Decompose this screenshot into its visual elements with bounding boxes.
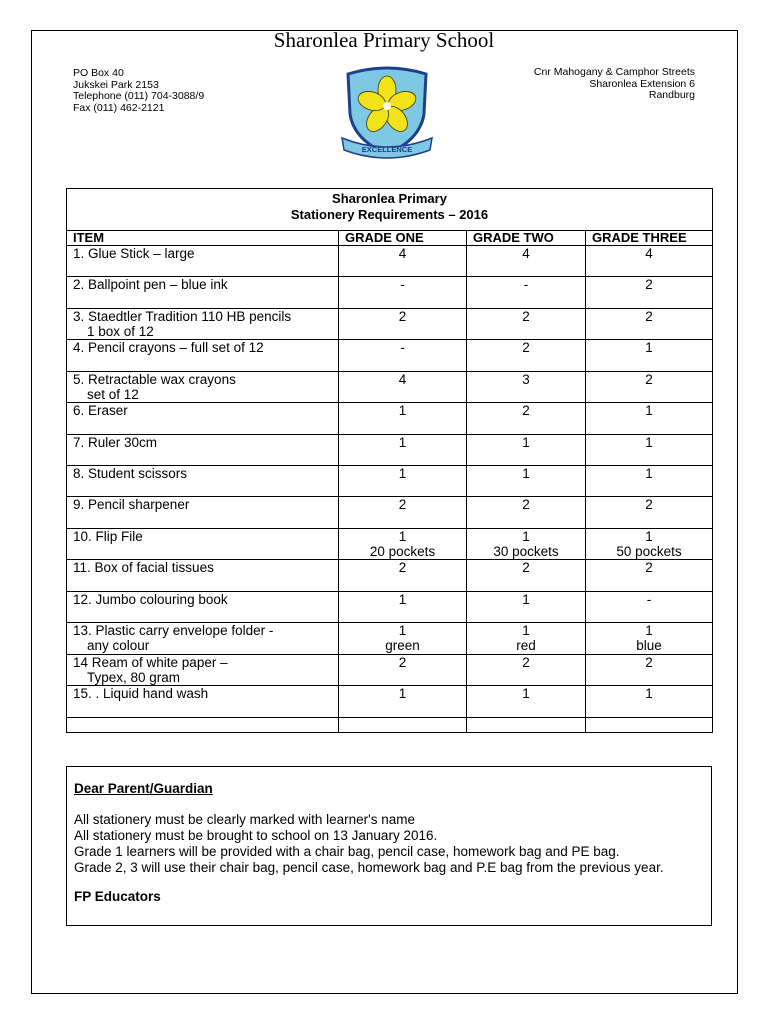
notice-line: All stationery must be brought to school on 13 January 2016. — [74, 828, 438, 843]
table-body — [67, 245, 713, 717]
quantity-text: red — [516, 638, 536, 654]
notice-greeting: Dear Parent/Guardian — [74, 781, 213, 796]
address-right — [534, 67, 695, 102]
item-text: 2. Ballpoint pen – blue ink — [73, 277, 228, 293]
item-text: 8. Student scissors — [73, 466, 188, 481]
grade-one-cell — [339, 308, 467, 339]
quantity-text: 1 — [522, 466, 530, 481]
address-line: PO Box 40 — [73, 67, 124, 79]
table-row — [67, 371, 713, 402]
grade-three-cell — [586, 371, 713, 402]
grade-three-cell — [586, 434, 713, 465]
table-row — [67, 560, 713, 591]
grade-three-cell — [586, 654, 713, 685]
quantity-text: 2 — [645, 654, 653, 670]
grade-three-cell — [586, 277, 713, 308]
quantity-text: 2 — [645, 277, 653, 293]
quantity-text: 1 — [645, 434, 653, 450]
quantity-text: 4 — [645, 245, 653, 261]
grade-one-cell — [339, 245, 467, 276]
address-line: Jukskei Park 2153 — [73, 78, 159, 91]
quantity-text: 2 — [645, 308, 653, 324]
quantity-text: 1 — [645, 623, 653, 639]
address-line: Telephone (011) 704-3088/9 — [73, 90, 205, 102]
item-text: any colour — [87, 638, 150, 654]
quantity-text: 1 — [522, 434, 530, 450]
quantity-text: 2 — [398, 308, 407, 324]
grade-two-cell — [467, 623, 586, 654]
school-crest-logo — [340, 62, 434, 160]
quantity-text: 2 — [522, 497, 530, 513]
grade-one-cell — [339, 686, 467, 718]
address-line: Randburg — [648, 89, 695, 101]
quantity-text: 1 — [398, 403, 407, 419]
item-text: Typex, 80 gram — [87, 669, 181, 685]
quantity-text: 1 — [645, 528, 653, 544]
table-row — [67, 340, 713, 371]
crest-motto: EXCELLENCE — [361, 145, 413, 154]
quantity-text: 1 — [645, 340, 653, 356]
stationery-requirements-table — [66, 188, 713, 733]
address-line: Fax (011) 462-2121 — [73, 101, 165, 114]
quantity-text: 1 — [645, 466, 653, 481]
grade-one-cell — [339, 654, 467, 685]
blank-cell — [467, 717, 586, 732]
item-cell — [67, 654, 339, 685]
quantity-text: 1 — [398, 528, 407, 544]
item-text: 10. Flip File — [73, 528, 143, 544]
grade-three-cell — [586, 560, 713, 591]
item-text: 13. Plastic carry envelope folder - — [73, 623, 274, 639]
quantity-text: 3 — [522, 371, 530, 387]
table-row — [67, 245, 713, 276]
grade-one-cell — [339, 591, 467, 622]
quantity-text: blue — [636, 638, 662, 654]
table-title-line: Sharonlea Primary — [332, 191, 447, 206]
address-line: Cnr Mahogany & Camphor Streets — [533, 66, 695, 78]
grade-three-cell — [586, 497, 713, 528]
quantity-text: 2 — [522, 308, 530, 324]
grade-two-cell — [467, 560, 586, 591]
column-header-grade-one: GRADE ONE — [339, 230, 467, 245]
grade-one-cell — [339, 560, 467, 591]
grade-three-cell — [586, 340, 713, 371]
address-line: Sharonlea Extension 6 — [589, 77, 695, 90]
item-text: 9. Pencil sharpener — [73, 497, 190, 513]
quantity-text: 4 — [522, 245, 530, 261]
quantity-text: 1 — [398, 623, 407, 639]
item-text: 4. Pencil crayons – full set of 12 — [73, 340, 264, 356]
blank-cell — [339, 717, 467, 732]
quantity-text: 1 — [645, 403, 653, 419]
notice-line: All stationery must be clearly marked with learner's name — [74, 812, 415, 827]
item-cell — [67, 308, 339, 339]
table-row — [67, 654, 713, 685]
table-header-row — [67, 230, 713, 245]
grade-three-cell — [586, 466, 713, 497]
quantity-text: 1 — [522, 686, 530, 702]
grade-one-cell — [339, 403, 467, 434]
item-text: 3. Staedtler Tradition 110 HB pencils — [73, 308, 292, 324]
item-text: 6. Eraser — [73, 403, 128, 419]
grade-two-cell — [467, 466, 586, 497]
table-blank-row — [67, 717, 713, 732]
quantity-text: 1 — [398, 434, 407, 450]
item-text: 5. Retractable wax crayons — [73, 371, 236, 387]
notice-line: Grade 1 learners will be provided with a chair bag, pencil case, homework bag and PE bag. — [74, 844, 620, 859]
quantity-text: 2 — [522, 403, 530, 419]
item-text: set of 12 — [87, 386, 139, 402]
table-row — [67, 623, 713, 654]
item-cell — [67, 434, 339, 465]
grade-one-cell — [339, 371, 467, 402]
item-cell — [67, 497, 339, 528]
item-cell — [67, 371, 339, 402]
table-title — [67, 189, 713, 231]
quantity-text: 1 — [522, 528, 530, 544]
blank-cell — [67, 717, 339, 732]
grade-one-cell — [339, 340, 467, 371]
table-row — [67, 466, 713, 497]
table-row — [67, 434, 713, 465]
grade-one-cell — [339, 434, 467, 465]
item-cell — [67, 623, 339, 654]
quantity-text: green — [385, 638, 420, 654]
grade-two-cell — [467, 245, 586, 276]
item-text: 11. Box of facial tissues — [73, 560, 214, 576]
quantity-text: 4 — [398, 245, 407, 261]
quantity-text: 1 — [398, 686, 407, 702]
item-cell — [67, 245, 339, 276]
grade-one-cell — [339, 466, 467, 497]
item-cell — [67, 466, 339, 497]
quantity-text: 1 — [398, 466, 407, 481]
table-row — [67, 277, 713, 308]
grade-one-cell — [339, 497, 467, 528]
item-text: 12. Jumbo colouring book — [73, 591, 228, 607]
grade-two-cell — [467, 371, 586, 402]
quantity-text: - — [400, 277, 405, 293]
table-title-row — [67, 189, 713, 231]
grade-one-cell — [339, 528, 467, 559]
item-cell — [67, 591, 339, 622]
item-cell — [67, 277, 339, 308]
item-text: 15. . Liquid hand wash — [73, 686, 209, 702]
quantity-text: 1 — [522, 623, 530, 639]
grade-three-cell — [586, 591, 713, 622]
column-header-grade-two: GRADE TWO — [467, 230, 586, 245]
table-row — [67, 528, 713, 559]
notice-line: Grade 2, 3 will use their chair bag, pencil case, homework bag and P.E bag from the previous year. — [74, 860, 664, 875]
item-text: 7. Ruler 30cm — [73, 434, 158, 450]
table-row — [67, 497, 713, 528]
grade-two-cell — [467, 686, 586, 718]
grade-three-cell — [586, 686, 713, 718]
parent-notice — [66, 766, 712, 926]
quantity-text: 2 — [522, 560, 530, 576]
grade-two-cell — [467, 654, 586, 685]
grade-two-cell — [467, 277, 586, 308]
grade-two-cell — [467, 403, 586, 434]
quantity-text: 2 — [645, 497, 653, 513]
quantity-text: 2 — [522, 340, 530, 356]
quantity-text: 2 — [645, 560, 653, 576]
quantity-text: 50 pockets — [616, 543, 682, 559]
grade-one-cell — [339, 277, 467, 308]
grade-three-cell — [586, 623, 713, 654]
item-cell — [67, 403, 339, 434]
table-row — [67, 403, 713, 434]
quantity-text: 1 — [645, 686, 653, 702]
item-text: 1 box of 12 — [87, 323, 154, 339]
quantity-text: 30 pockets — [493, 543, 559, 559]
address-left — [73, 68, 204, 114]
quantity-text: - — [400, 340, 405, 356]
column-header-item: ITEM — [67, 230, 339, 245]
column-header-grade-three: GRADE THREE — [586, 230, 713, 245]
blank-cell — [586, 717, 713, 732]
grade-three-cell — [586, 528, 713, 559]
grade-two-cell — [467, 340, 586, 371]
table-row — [67, 686, 713, 718]
grade-two-cell — [467, 308, 586, 339]
table-title-line: Stationery Requirements – 2016 — [290, 207, 489, 222]
item-cell — [67, 560, 339, 591]
item-text: 1. Glue Stick – large — [73, 245, 195, 261]
quantity-text: - — [646, 591, 652, 607]
quantity-text: 1 — [398, 591, 407, 607]
item-cell — [67, 528, 339, 559]
item-cell — [67, 340, 339, 371]
grade-three-cell — [586, 245, 713, 276]
notice-body — [74, 812, 664, 876]
quantity-text: 2 — [645, 371, 653, 387]
grade-three-cell — [586, 308, 713, 339]
quantity-text: 2 — [522, 654, 530, 670]
grade-two-cell — [467, 497, 586, 528]
grade-two-cell — [467, 528, 586, 559]
quantity-text: 2 — [398, 497, 407, 513]
grade-two-cell — [467, 591, 586, 622]
item-cell — [67, 686, 339, 718]
school-name: Sharonlea Primary School — [273, 28, 495, 52]
table-row — [67, 308, 713, 339]
quantity-text: 20 pockets — [369, 543, 436, 559]
grade-one-cell — [339, 623, 467, 654]
quantity-text: 1 — [522, 591, 530, 607]
grade-three-cell — [586, 403, 713, 434]
quantity-text: - — [523, 277, 529, 293]
item-text: 14 Ream of white paper – — [73, 654, 228, 670]
quantity-text: 4 — [398, 371, 407, 387]
table-row — [67, 591, 713, 622]
notice-signature: FP Educators — [74, 889, 161, 904]
grade-two-cell — [467, 434, 586, 465]
quantity-text: 2 — [398, 560, 407, 576]
quantity-text: 2 — [398, 654, 407, 670]
